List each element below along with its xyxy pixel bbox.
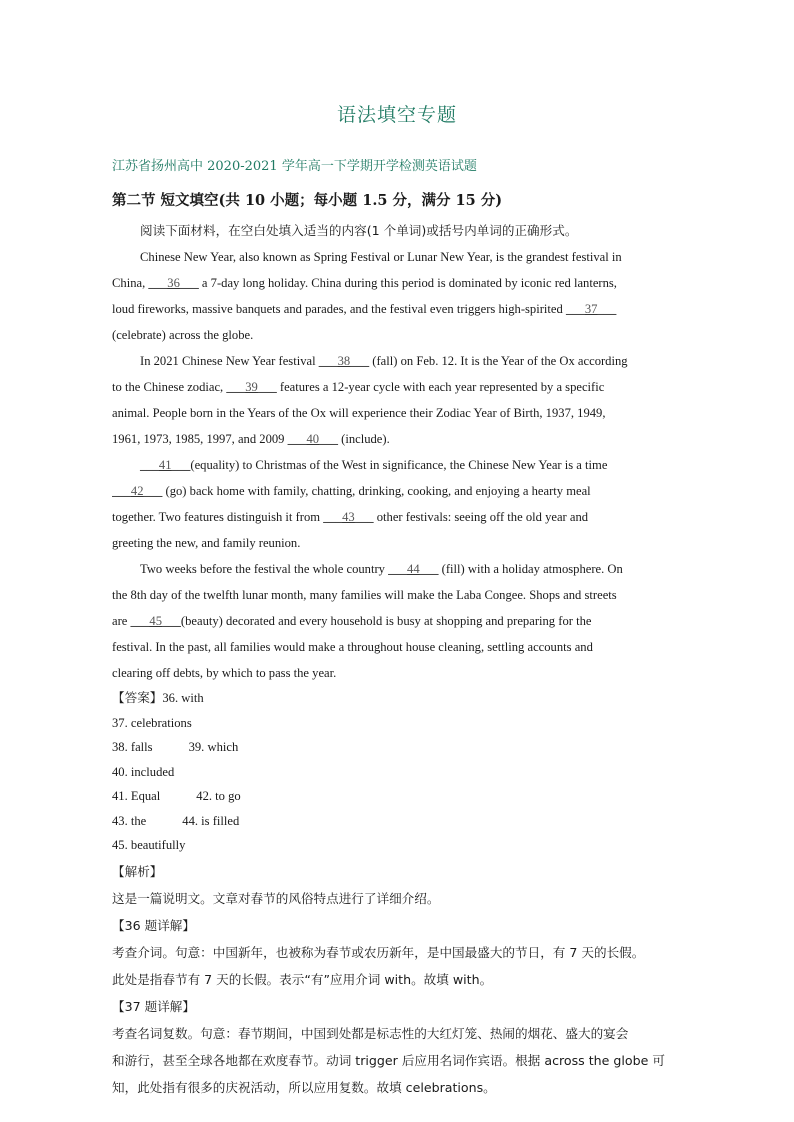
answer-39: 39. which — [188, 740, 239, 754]
instruction: 阅读下面材料，在空白处填入适当的内容(1 个单词)或括号内单词的正确形式。 — [140, 223, 578, 238]
answer-row — [112, 760, 690, 785]
blank-41[interactable]: ___41___ — [140, 458, 191, 472]
answer-row — [112, 735, 690, 760]
passage-line: China, ___36___ a 7-day long holiday. China during this period is dominated by iconic red lanterns, — [112, 276, 617, 290]
blank-43[interactable]: ___43___ — [323, 510, 374, 524]
passage-line: animal. People born in the Years of the Ox will experience their Zodiac Year of Birth, 1937, 1949, — [112, 406, 606, 420]
blank-40[interactable]: ___40___ — [287, 432, 338, 446]
analysis-label: 【解析】 — [112, 863, 163, 879]
exam-source: 江苏省扬州高中 2020-2021 学年高一下学期开学检测英语试题 — [112, 159, 477, 174]
document-body — [112, 218, 690, 1101]
explanation-line: 考查介词。句意：中国新年，也被称为春节或农历新年，是中国最盛大的节日，有 7 天的长假。 — [112, 944, 645, 960]
answer-41: 41. Equal — [112, 789, 161, 803]
answer-44: 44. is filled — [182, 813, 240, 828]
passage-line: ___41___(equality) to Christmas of the West in significance, the Chinese New Year is a time — [140, 458, 608, 472]
answer-row — [112, 784, 690, 809]
passage-line: ___42___ (go) back home with family, chatting, drinking, cooking, and enjoying a hearty meal — [112, 484, 591, 498]
answer-row — [112, 809, 690, 834]
passage-line: Two weeks before the festival the whole country ___44___ (fill) with a holiday atmosphere. On — [140, 562, 623, 576]
answer-45: 45. beautifully — [112, 838, 186, 852]
blank-39[interactable]: ___39___ — [226, 380, 277, 394]
blank-37[interactable]: ___37___ — [565, 302, 617, 316]
passage-line: festival. In the past, all families would make a throughout house cleaning, settling accounts and — [112, 640, 593, 654]
passage-line: loud fireworks, massive banquets and parades, and the festival even triggers high-spirited ___37___ — [112, 302, 617, 316]
answer-row — [112, 711, 690, 736]
answer-36: 36. with — [162, 691, 204, 705]
explanation-line: 此处是指春节有 7 天的长假。表示“有”应用介词 with。故填 with。 — [112, 971, 493, 987]
answer-43: 43. the — [112, 813, 147, 828]
passage-line: to the Chinese zodiac, ___39___ features a 12-year cycle with each year represented by a specific — [112, 380, 605, 394]
detail-heading-37: 【37 题详解】 — [112, 998, 195, 1014]
section-heading: 第二节 短文填空(共 10 小题；每小题 1.5 分，满分 15 分) — [112, 192, 503, 209]
blank-36[interactable]: ___36___ — [148, 276, 199, 290]
answer-42: 42. to go — [196, 789, 241, 803]
passage-line: the 8th day of the twelfth lunar month, many families will make the Laba Congee. Shops and streets — [112, 588, 617, 602]
answer-label: 【答案】 — [112, 690, 163, 705]
passage-line: clearing off debts, by which to pass the year. — [112, 666, 337, 680]
page-title: 语法填空专题 — [336, 104, 457, 126]
answer-row — [112, 686, 690, 711]
blank-44[interactable]: ___44___ — [388, 562, 439, 576]
passage-line: 1961, 1973, 1985, 1997, and 2009 ___40___ (include). — [112, 432, 390, 446]
answer-37: 37. celebrations — [112, 715, 192, 730]
passage-line: are ___45___(beauty) decorated and every household is busy at shopping and preparing for the — [112, 614, 592, 628]
passage-line: greeting the new, and family reunion. — [112, 536, 301, 550]
analysis-intro: 这是一篇说明文。文章对春节的风俗特点进行了详细介绍。 — [112, 890, 440, 906]
explanation-line: 考查名词复数。句意：春节期间，中国到处都是标志性的大红灯笼、热闹的烟花、盛大的宴会 — [112, 1025, 629, 1041]
explanation-line: 和游行，甚至全球各地都在欢度春节。动词 trigger 后应用名词作宾语。根据 across the globe 可 — [112, 1052, 665, 1068]
blank-42[interactable]: ___42___ — [112, 484, 163, 498]
answer-38: 38. falls — [112, 740, 153, 754]
blank-45[interactable]: ___45___ — [130, 614, 181, 628]
answer-40: 40. included — [112, 764, 175, 779]
detail-heading-36: 【36 题详解】 — [112, 917, 195, 933]
passage-line: together. Two features distinguish it from ___43___ other festivals: seeing off the old year and — [112, 510, 589, 524]
explanation-line: 知，此处指有很多的庆祝活动，所以应用复数。故填 celebrations。 — [112, 1079, 496, 1095]
passage-line: Chinese New Year, also known as Spring Festival or Lunar New Year, is the grandest festival in — [140, 250, 622, 264]
blank-38[interactable]: ___38___ — [318, 354, 370, 368]
passage-line: In 2021 Chinese New Year festival ___38___ (fall) on Feb. 12. It is the Year of the Ox according — [140, 354, 628, 368]
answer-row — [112, 833, 690, 858]
passage-line: (celebrate) across the globe. — [112, 328, 254, 342]
